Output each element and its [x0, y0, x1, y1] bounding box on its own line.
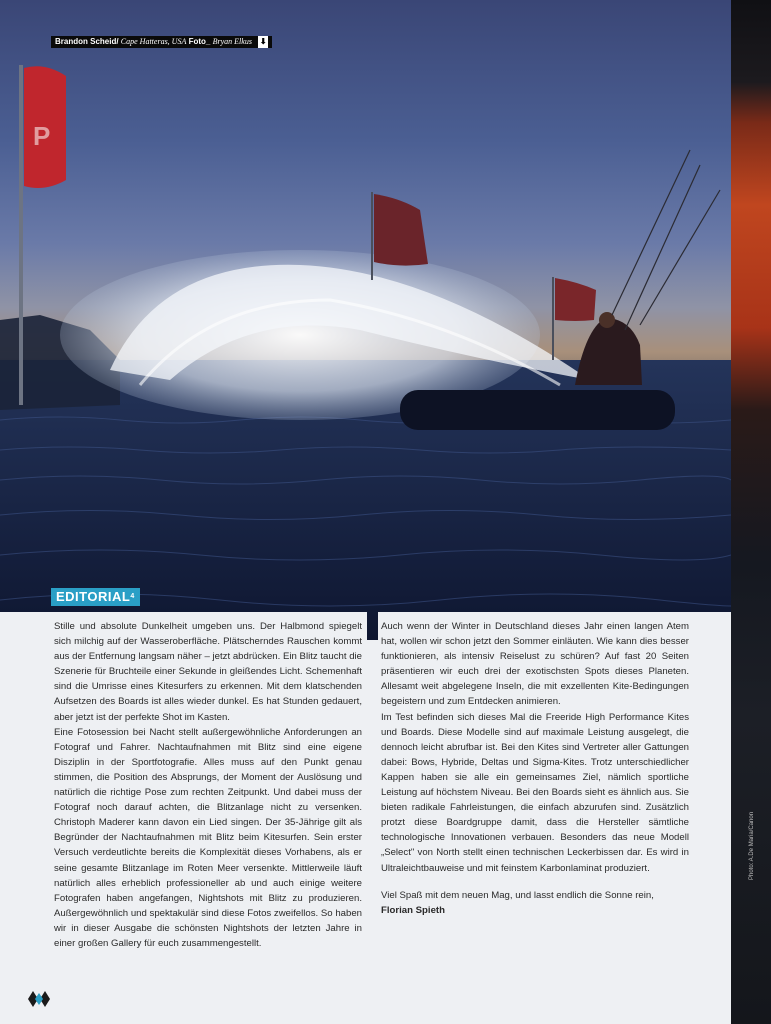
- side-photo-credit: Photo: A.De Maria/Canon: [749, 811, 755, 880]
- editorial-column-right: [381, 619, 689, 918]
- photo-location: Cape Hatteras, USA: [120, 37, 187, 46]
- foto-label: Foto_: [188, 37, 211, 46]
- editorial-column-left: [54, 619, 362, 951]
- svg-text:P: P: [33, 121, 51, 151]
- paragraph: Im Test befinden sich dieses Mal die Freeride High Performance Kites und Boards. Diese Modelle sind auf maximale Leistung ausgelegt, die dennoch leicht abrufbar ist. Bei den Kites sind Vertreter aller Gattungen dabei: Bows, Hybride, Deltas und Sigma-Kites. Trotz unterschiedlicher Kappen haben sie alle ein gemeinsames Ziel, nämlich sportliche Leistung auf höchstem Niveau. Bei den Boards sieht es ähnlich aus. Sie bieten radikale Fahrleistungen, die einfach abzurufen sind. Zusätzlich protzt diese Boardgruppe damit, dass die Hersteller sämtliche technologische Innovationen verbauen. Besonders das neue Modell „Select" von North stellt einen technischen Leckerbissen dar. Es wird in Ultraleichtbauweise und mit feinstem Karbonlaminat produziert.: [381, 711, 689, 874]
- rider-name: Brandon Scheid/: [55, 37, 119, 46]
- photo-credit: [51, 36, 272, 48]
- arrow-down-icon: ⬇: [259, 37, 267, 46]
- paragraph: Eine Fotosession bei Nacht stellt außergewöhnliche Anforderungen an Fotograf und Fahrer. Nachtaufnahmen mit Blitz sind eine eigene Disziplin in der Sportfotografie. Alles muss auf den Punkt genau stimmen, die Position des Absprungs, der Moment der Auslösung und natürlich die richtige Pose zum rechten Zeitpunkt. Und dabei muss der Fotograf noch darauf achten, die Blitzanlage nicht zu versenken. Christoph Maderer kann davon ein Lied singen. Der 35-Jährige gilt als Begründer der Nachtaufnahmen mit Blitz beim Kitesurfen. Sein erster Versuch verdeutlichte bereits die Komplexität dieses Vorhabens, als er seine gesamte Blitzanlage im Roten Meer versenkte. Mittlerweile läuft natürlich alles erheblich professioneller ab und auch einige weitere Fotografen haben angefangen, Nightshots mit Blitz zu produzieren. Außergewöhnlich und spektakulär sind diese Fotos zweifellos. So haben wir in dieser Ausgabe die schönsten Nightshots der letzten Jahre in einer großen Gallery für euch zusammengestellt.: [54, 726, 362, 949]
- kite-logo-icon: [27, 989, 51, 1009]
- editorial-mark: 4: [130, 593, 135, 600]
- paragraph: Stille und absolute Dunkelheit umgeben uns. Der Halbmond spiegelt sich milchig auf der Wasseroberfläche. Plätscherndes Rauschen kommt aus der Entfernung langsam näher – jetzt abdrücken. Ein Blitz taucht die Szenerie für Bruchteile einer Sekunde in gleißendes Licht. Schemenhaft sind die Umrisse eines Kitesurfers zu erkennen. Mit dem klatschenden Aufsetzen des Boards ist alles wieder dunkel. Es hat Stunden gedauert, aber jetzt ist der perfekte Shot im Kasten.: [54, 621, 362, 723]
- closing-line: Viel Spaß mit dem neuen Mag, und lasst endlich die Sonne rein,: [381, 889, 654, 901]
- paragraph: Auch wenn der Winter in Deutschland dieses Jahr einen langen Atem hat, wollen wir schon jetzt den Sommer einläuten. Wie kann dies besser funktionieren, als intensiv Reiselust zu schüren? Auf fast 20 Seiten präsentieren wir euch drei der exotischsten Spots dieses Planeten. Allesamt weit abgelegene Inseln, die mit exzellenten Kite-Bedingungen begeistern und zum Entdecken animieren.: [381, 621, 689, 708]
- photographer-name: Bryan Elkus: [212, 37, 252, 46]
- author-signature: Florian Spieth: [381, 904, 445, 916]
- editorial-heading: EDITORIAL$^4$: [51, 588, 140, 606]
